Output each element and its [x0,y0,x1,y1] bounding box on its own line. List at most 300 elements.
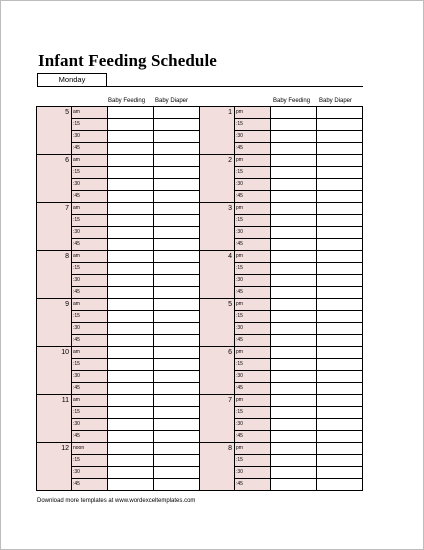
diaper-cell[interactable] [317,299,363,311]
time-label-cell: :30 [72,131,108,143]
diaper-cell[interactable] [154,227,200,239]
feeding-cell[interactable] [108,443,154,455]
table-row [200,155,363,167]
hour-cell: 11 [37,395,72,407]
day-field[interactable]: Monday [37,73,107,86]
table-row [37,263,200,275]
time-label-cell: :15 [72,119,108,131]
table-row [200,287,363,299]
hour-cell [37,335,72,347]
table-row [37,107,200,119]
hour-cell: 8 [200,443,235,455]
diaper-cell[interactable] [154,107,200,119]
diaper-cell[interactable] [317,323,363,335]
hour-cell: 6 [200,347,235,359]
time-label-cell: :45 [72,143,108,155]
feeding-cell[interactable] [108,251,154,263]
table-row [37,203,200,215]
time-label-cell: :30 [72,419,108,431]
table-row [200,119,363,131]
table-row [200,311,363,323]
diaper-cell[interactable] [317,215,363,227]
table-row [37,467,200,479]
diaper-cell[interactable] [317,275,363,287]
time-label-cell: :15 [235,359,271,371]
hour-cell [37,479,72,491]
hour-cell [200,143,235,155]
feeding-cell[interactable] [108,227,154,239]
hour-cell [200,467,235,479]
hour-cell: 9 [37,299,72,311]
time-label-cell: am [72,395,108,407]
diaper-cell[interactable] [154,239,200,251]
feeding-cell[interactable] [108,131,154,143]
time-label-cell: :15 [72,311,108,323]
time-label-cell: pm [235,299,271,311]
feeding-cell[interactable] [108,383,154,395]
hour-cell [37,143,72,155]
feeding-cell[interactable] [108,263,154,275]
hour-cell [200,239,235,251]
diaper-cell[interactable] [317,107,363,119]
table-row [37,299,200,311]
feeding-cell[interactable] [271,443,317,455]
time-label-cell: :30 [235,179,271,191]
diaper-cell[interactable] [154,311,200,323]
feeding-cell[interactable] [271,323,317,335]
diaper-cell[interactable] [317,443,363,455]
diaper-cell[interactable] [154,251,200,263]
feeding-cell[interactable] [108,335,154,347]
time-label-cell: :45 [235,479,271,491]
diaper-cell[interactable] [317,431,363,443]
diaper-cell[interactable] [317,239,363,251]
table-row [200,191,363,203]
hour-cell [37,215,72,227]
diaper-cell[interactable] [154,215,200,227]
table-row [37,287,200,299]
hour-cell: 4 [200,251,235,263]
table-row [37,155,200,167]
feeding-cell[interactable] [108,467,154,479]
feeding-cell[interactable] [271,203,317,215]
diaper-cell[interactable] [317,131,363,143]
hour-cell: 2 [200,155,235,167]
table-row [200,131,363,143]
diaper-cell[interactable] [317,263,363,275]
footer-note: Download more templates at www.wordexceltemplates.com [37,498,196,504]
feeding-cell[interactable] [108,107,154,119]
hour-cell [200,311,235,323]
table-row [200,431,363,443]
feeding-cell[interactable] [271,263,317,275]
table-row [37,167,200,179]
time-label-cell: :15 [235,263,271,275]
feeding-cell[interactable] [108,191,154,203]
feeding-cell[interactable] [108,179,154,191]
diaper-cell[interactable] [154,383,200,395]
feeding-cell[interactable] [108,431,154,443]
time-label-cell: :45 [235,383,271,395]
time-label-cell: pm [235,155,271,167]
left-schedule-grid [36,106,200,491]
feeding-cell[interactable] [271,287,317,299]
feeding-cell[interactable] [271,455,317,467]
hour-cell [37,359,72,371]
table-row [200,107,363,119]
table-row [200,407,363,419]
feeding-cell[interactable] [108,155,154,167]
hour-cell [200,227,235,239]
time-label-cell: am [72,155,108,167]
time-label-cell: am [72,107,108,119]
feeding-cell[interactable] [108,455,154,467]
diaper-cell[interactable] [154,167,200,179]
diaper-cell[interactable] [317,311,363,323]
diaper-cell[interactable] [154,323,200,335]
table-row [200,143,363,155]
hour-cell [200,119,235,131]
diaper-cell[interactable] [154,443,200,455]
hour-cell [37,179,72,191]
table-row [37,275,200,287]
feeding-cell[interactable] [271,227,317,239]
time-label-cell: :30 [235,323,271,335]
diaper-cell[interactable] [317,359,363,371]
diaper-cell[interactable] [154,359,200,371]
hour-cell [37,455,72,467]
left-diaper-header: Baby Diaper [155,98,189,104]
hour-cell [200,359,235,371]
hour-cell [37,311,72,323]
feeding-cell[interactable] [108,419,154,431]
time-label-cell: :15 [72,263,108,275]
feeding-cell[interactable] [271,239,317,251]
diaper-cell[interactable] [317,203,363,215]
feeding-cell[interactable] [108,287,154,299]
time-label-cell: :15 [72,359,108,371]
time-label-cell: :45 [72,191,108,203]
diaper-cell[interactable] [317,335,363,347]
time-label-cell: pm [235,203,271,215]
hour-cell [200,407,235,419]
diaper-cell[interactable] [317,179,363,191]
time-label-cell: :15 [72,407,108,419]
hour-cell [37,191,72,203]
diaper-cell[interactable] [154,131,200,143]
hour-cell: 10 [37,347,72,359]
time-label-cell: :30 [72,371,108,383]
feeding-cell[interactable] [271,383,317,395]
feeding-cell[interactable] [108,407,154,419]
time-label-cell: pm [235,251,271,263]
time-label-cell: pm [235,347,271,359]
diaper-cell[interactable] [154,407,200,419]
hour-cell [37,287,72,299]
table-row [200,299,363,311]
table-row [37,179,200,191]
feeding-cell[interactable] [271,119,317,131]
table-row [200,215,363,227]
feeding-cell[interactable] [271,479,317,491]
time-label-cell: :15 [235,167,271,179]
diaper-cell[interactable] [317,383,363,395]
hour-cell [37,419,72,431]
hour-cell [37,131,72,143]
time-label-cell: :15 [72,455,108,467]
feeding-cell[interactable] [271,467,317,479]
hour-cell [200,479,235,491]
hour-cell [200,371,235,383]
time-label-cell: :45 [72,383,108,395]
table-row [200,227,363,239]
hour-cell [200,419,235,431]
hour-cell: 5 [200,299,235,311]
feeding-cell[interactable] [108,167,154,179]
hour-cell [200,455,235,467]
feeding-cell[interactable] [108,119,154,131]
hour-cell [37,467,72,479]
table-row [200,167,363,179]
feeding-cell[interactable] [108,395,154,407]
feeding-cell[interactable] [271,131,317,143]
hour-cell [37,407,72,419]
feeding-cell[interactable] [108,479,154,491]
diaper-cell[interactable] [154,335,200,347]
feeding-cell[interactable] [271,335,317,347]
diaper-cell[interactable] [154,143,200,155]
diaper-cell[interactable] [317,467,363,479]
diaper-cell[interactable] [317,155,363,167]
diaper-cell[interactable] [317,191,363,203]
hour-cell: 7 [200,395,235,407]
feeding-cell[interactable] [271,191,317,203]
hour-cell [37,323,72,335]
feeding-cell[interactable] [271,155,317,167]
diaper-cell[interactable] [154,455,200,467]
feeding-cell[interactable] [108,359,154,371]
diaper-cell[interactable] [154,287,200,299]
diaper-cell[interactable] [154,479,200,491]
hour-cell: 3 [200,203,235,215]
time-label-cell: :30 [235,419,271,431]
hour-cell: 12 [37,443,72,455]
hour-cell [37,227,72,239]
table-row [37,359,200,371]
diaper-cell[interactable] [154,299,200,311]
diaper-cell[interactable] [154,275,200,287]
hour-cell [37,275,72,287]
hour-cell [200,287,235,299]
time-label-cell: :30 [72,179,108,191]
feeding-cell[interactable] [271,395,317,407]
feeding-cell[interactable] [271,359,317,371]
table-row [200,383,363,395]
table-row [37,383,200,395]
feeding-cell[interactable] [108,347,154,359]
hour-cell: 5 [37,107,72,119]
table-row [37,431,200,443]
hour-cell [200,179,235,191]
table-row [200,479,363,491]
table-row [37,347,200,359]
time-label-cell: am [72,347,108,359]
table-row [200,179,363,191]
hour-cell: 6 [37,155,72,167]
hour-cell [200,167,235,179]
feeding-cell[interactable] [271,107,317,119]
diaper-cell[interactable] [317,395,363,407]
table-row [37,131,200,143]
time-label-cell: am [72,299,108,311]
feeding-cell[interactable] [271,407,317,419]
table-row [200,443,363,455]
hour-cell [37,239,72,251]
feeding-cell[interactable] [108,299,154,311]
time-label-cell: :30 [72,227,108,239]
feeding-cell[interactable] [108,311,154,323]
table-row [200,359,363,371]
time-label-cell: :30 [235,227,271,239]
table-row [37,419,200,431]
diaper-cell[interactable] [154,263,200,275]
time-label-cell: :15 [235,455,271,467]
table-row [200,395,363,407]
left-feeding-header: Baby Feeding [108,98,146,104]
table-row [200,347,363,359]
page-title: Infant Feeding Schedule [38,51,217,70]
feeding-cell[interactable] [271,299,317,311]
diaper-cell[interactable] [317,119,363,131]
table-row [37,143,200,155]
feeding-cell[interactable] [271,431,317,443]
feeding-cell[interactable] [271,275,317,287]
time-label-cell: :45 [72,239,108,251]
hour-cell [200,191,235,203]
time-label-cell: :15 [235,215,271,227]
diaper-cell[interactable] [317,371,363,383]
diaper-cell[interactable] [154,431,200,443]
feeding-cell[interactable] [271,347,317,359]
feeding-cell[interactable] [271,371,317,383]
time-label-cell: :45 [235,287,271,299]
table-row [200,323,363,335]
diaper-cell[interactable] [317,251,363,263]
time-label-cell: noon [72,443,108,455]
diaper-cell[interactable] [154,203,200,215]
feeding-cell[interactable] [271,251,317,263]
table-row [37,227,200,239]
time-label-cell: :30 [235,131,271,143]
feeding-cell[interactable] [271,215,317,227]
right-feeding-header: Baby Feeding [273,98,311,104]
hour-cell [200,275,235,287]
time-label-cell: :45 [72,335,108,347]
time-label-cell: :45 [72,431,108,443]
diaper-cell[interactable] [154,179,200,191]
time-label-cell: :30 [235,371,271,383]
feeding-cell[interactable] [108,143,154,155]
feeding-cell[interactable] [108,371,154,383]
diaper-cell[interactable] [317,407,363,419]
diaper-cell[interactable] [317,347,363,359]
diaper-cell[interactable] [317,455,363,467]
table-row [37,239,200,251]
time-label-cell: :45 [235,335,271,347]
diaper-cell[interactable] [154,191,200,203]
time-label-cell: am [72,203,108,215]
table-row [200,203,363,215]
table-row [200,335,363,347]
feeding-cell[interactable] [108,323,154,335]
feeding-cell[interactable] [108,239,154,251]
table-row [200,275,363,287]
diaper-cell[interactable] [154,119,200,131]
diaper-cell[interactable] [317,167,363,179]
feeding-cell[interactable] [271,311,317,323]
hour-cell [200,215,235,227]
time-label-cell: :45 [235,191,271,203]
feeding-cell[interactable] [108,215,154,227]
diaper-cell[interactable] [154,371,200,383]
hour-cell [200,335,235,347]
hour-cell [37,263,72,275]
feeding-cell[interactable] [108,203,154,215]
day-underline [37,86,363,87]
right-diaper-header: Baby Diaper [319,98,353,104]
table-row [37,191,200,203]
diaper-cell[interactable] [317,479,363,491]
diaper-cell[interactable] [154,419,200,431]
table-row [200,371,363,383]
table-row [37,335,200,347]
diaper-cell[interactable] [317,287,363,299]
time-label-cell: pm [235,443,271,455]
table-row [37,323,200,335]
feeding-cell[interactable] [271,419,317,431]
table-row [37,395,200,407]
hour-cell: 1 [200,107,235,119]
feeding-cell[interactable] [271,143,317,155]
table-row [37,251,200,263]
table-row [200,251,363,263]
diaper-cell[interactable] [154,395,200,407]
table-row [37,311,200,323]
time-label-cell: :30 [235,275,271,287]
time-label-cell: :45 [235,431,271,443]
diaper-cell[interactable] [317,143,363,155]
right-schedule-grid [199,106,363,491]
hour-cell [200,263,235,275]
table-row [37,407,200,419]
time-label-cell: :15 [235,119,271,131]
diaper-cell[interactable] [154,155,200,167]
time-label-cell: :30 [235,467,271,479]
diaper-cell[interactable] [317,227,363,239]
feeding-cell[interactable] [271,167,317,179]
hour-cell [200,383,235,395]
diaper-cell[interactable] [154,467,200,479]
time-label-cell: :45 [235,239,271,251]
diaper-cell[interactable] [154,347,200,359]
table-row [37,479,200,491]
hour-cell [37,167,72,179]
feeding-cell[interactable] [108,275,154,287]
diaper-cell[interactable] [317,419,363,431]
feeding-cell[interactable] [271,179,317,191]
hour-cell [37,431,72,443]
time-label-cell: :30 [72,467,108,479]
